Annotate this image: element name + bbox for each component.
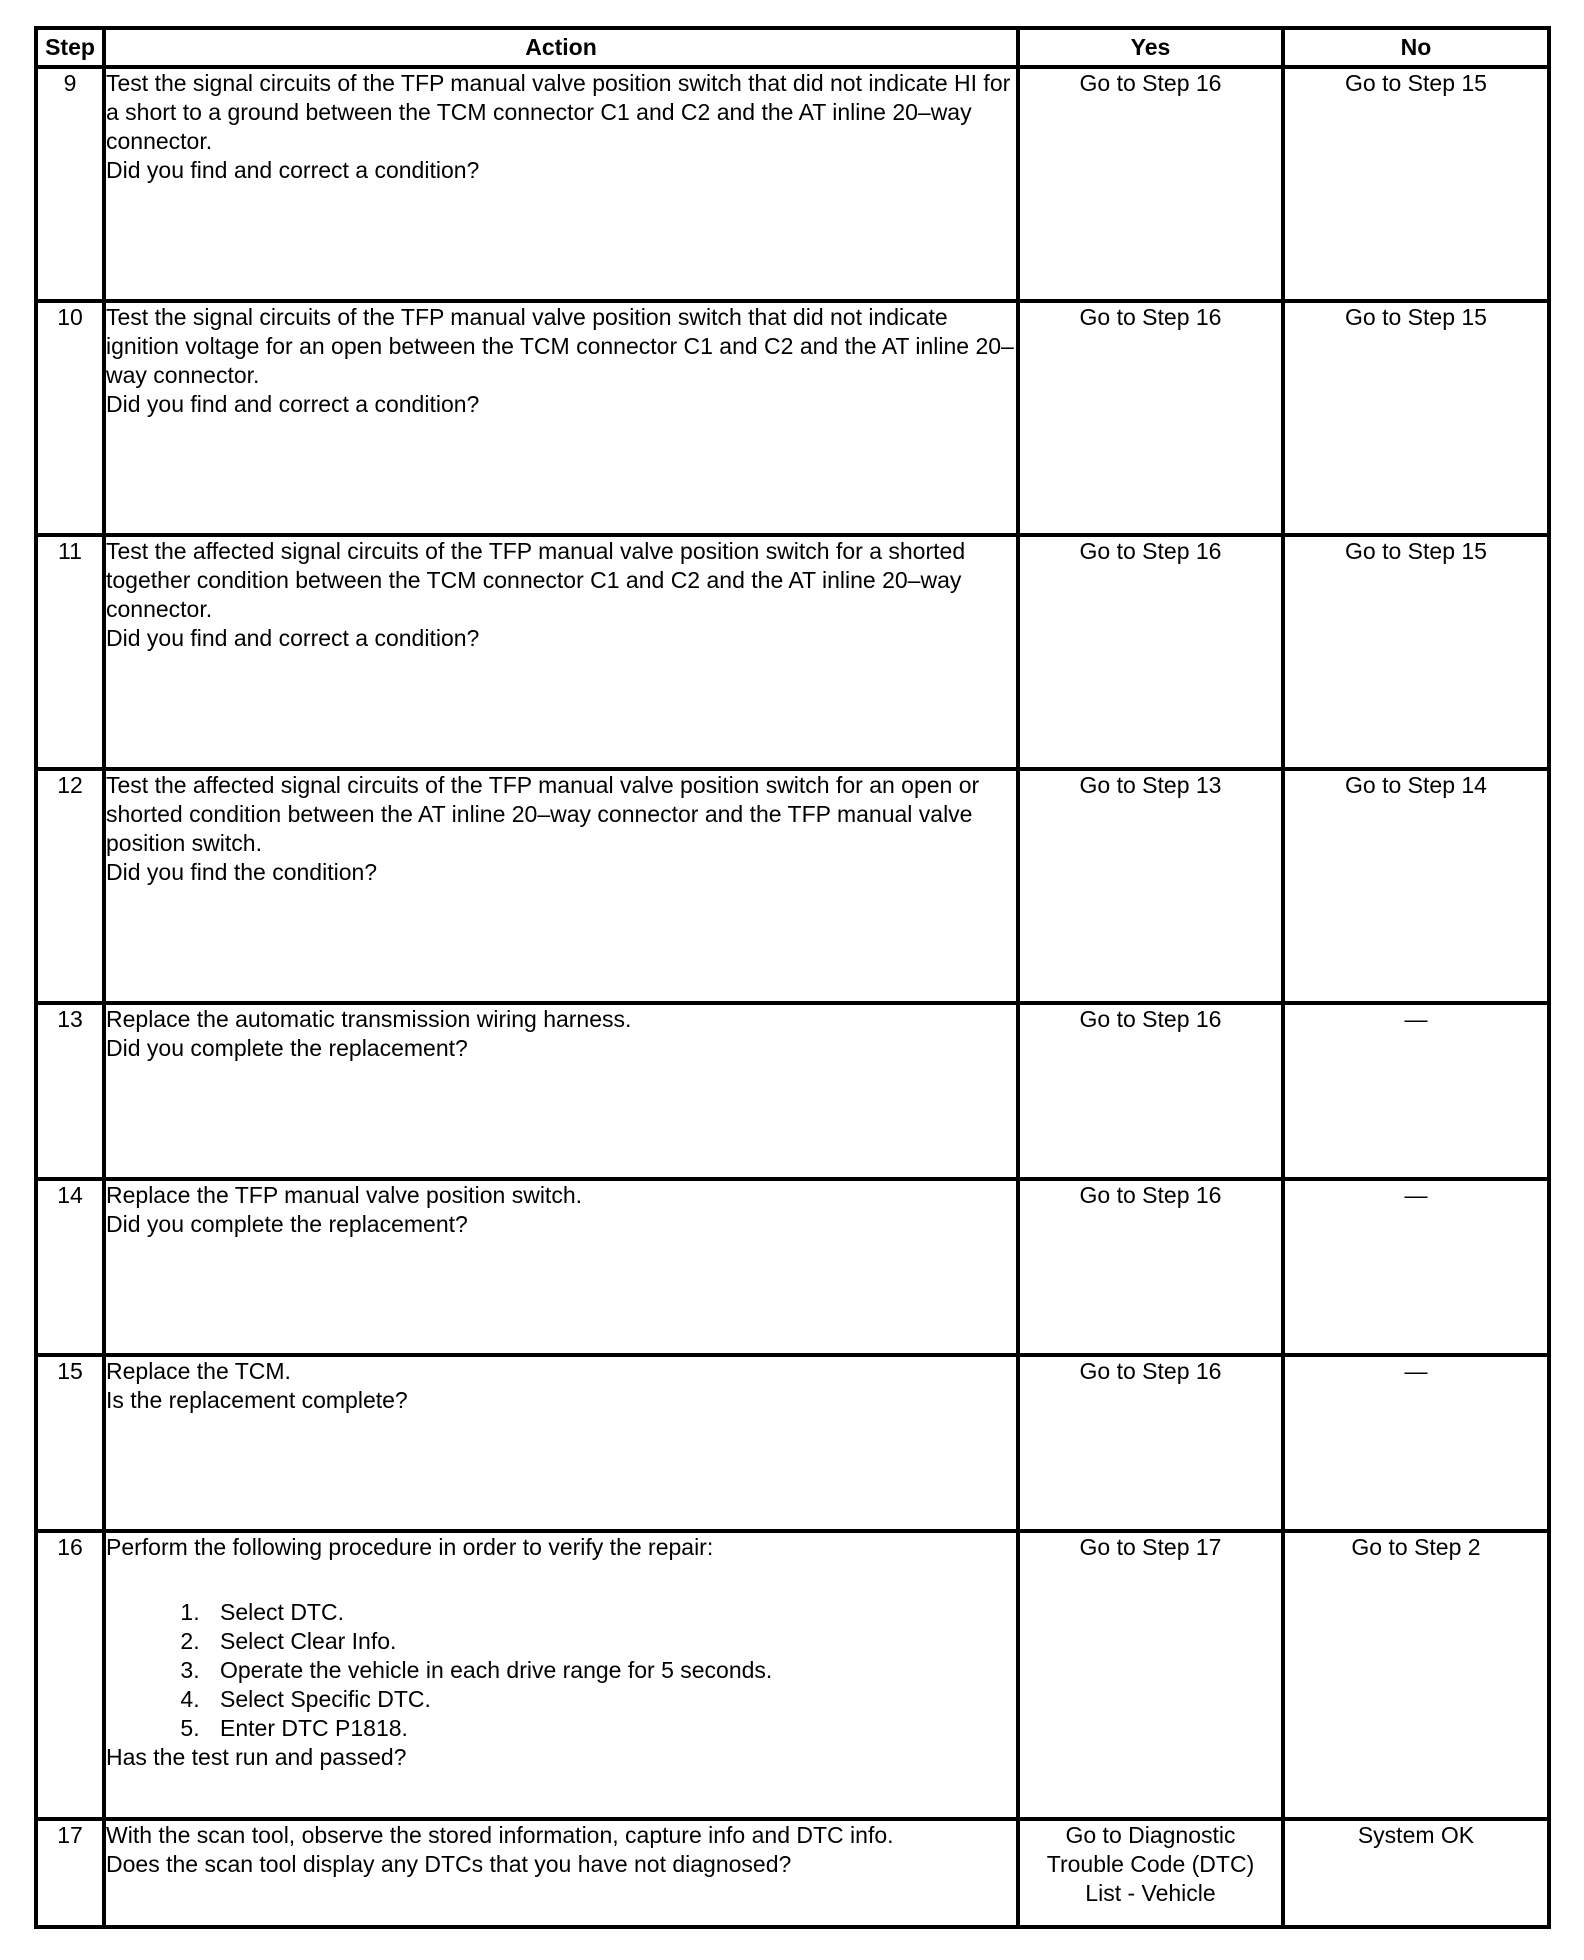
yes-result: Go to Step 17 [1079,1534,1222,1560]
table-header-row [36,28,1549,67]
yes-result: Go to Step 16 [1079,70,1222,96]
action-cell [104,1355,1018,1531]
table-row [36,67,1549,301]
action-question: Did you find and correct a condition? [106,625,480,651]
action-instruction: Test the signal circuits of the TFP manual valve position switch that did not indicate ignition voltage for an open between the TCM connector C1 and C2 and the AT inline 20–way connector. [106,304,1014,388]
yes-cell [1018,1531,1283,1819]
step-number: 17 [36,1819,104,1927]
no-cell [1283,1179,1549,1355]
no-cell [1283,1819,1549,1927]
header-yes: Yes [1018,28,1283,67]
step-number: 11 [36,535,104,769]
action-cell [104,1003,1018,1179]
table-row [36,1355,1549,1531]
action-instruction: Test the signal circuits of the TFP manual valve position switch that did not indicate HI for a short to a ground between the TCM connector C1 and C2 and the AT inline 20–way connector. [106,70,1011,154]
action-question: Does the scan tool display any DTCs that you have not diagnosed? [106,1851,792,1877]
no-cell [1283,769,1549,1003]
table-row [36,1531,1549,1819]
step-number: 12 [36,769,104,1003]
yes-cell [1018,535,1283,769]
table-row [36,301,1549,535]
action-cell [104,769,1018,1003]
yes-cell [1018,1819,1283,1927]
diagnostic-table [34,26,1551,1929]
action-instruction: Replace the TCM. [106,1358,291,1384]
procedure-step: 5. Enter DTC P1818. [206,1714,1016,1743]
procedure-step: 2. Select Clear Info. [206,1627,1016,1656]
no-cell [1283,1355,1549,1531]
no-result: — [1404,1182,1428,1208]
yes-result: Go to Step 16 [1079,1182,1222,1208]
step-number: 14 [36,1179,104,1355]
no-cell [1283,67,1549,301]
step-number: 9 [36,67,104,301]
yes-cell [1018,769,1283,1003]
table-row [36,769,1549,1003]
action-cell [104,301,1018,535]
header-no: No [1283,28,1549,67]
no-cell [1283,301,1549,535]
action-instruction: Test the affected signal circuits of the TFP manual valve position switch for an open or shorted condition between the AT inline 20–way connector and the TFP manual valve position switch. [106,772,980,856]
action-instruction: Replace the TFP manual valve position switch. [106,1182,583,1208]
action-cell [104,535,1018,769]
action-question: Did you find the condition? [106,859,378,885]
action-question: Is the replacement complete? [106,1387,408,1413]
action-question: Did you find and correct a condition? [106,391,480,417]
table-row [36,1819,1549,1927]
yes-result: Go to Step 16 [1079,1358,1222,1384]
action-instruction: Replace the automatic transmission wiring harness. [106,1006,632,1032]
yes-cell [1018,67,1283,301]
yes-result: Go to Diagnostic Trouble Code (DTC) List - Vehicle [1046,1822,1255,1906]
step-number: 15 [36,1355,104,1531]
action-cell [104,1819,1018,1927]
no-result: — [1404,1006,1428,1032]
no-result: Go to Step 14 [1345,772,1487,798]
yes-cell [1018,1179,1283,1355]
no-result: Go to Step 15 [1345,304,1487,330]
step-number: 10 [36,301,104,535]
action-question: Has the test run and passed? [106,1744,407,1770]
step-number: 13 [36,1003,104,1179]
no-result: — [1404,1358,1428,1384]
no-result: Go to Step 2 [1351,1534,1481,1560]
procedure-step: 1. Select DTC. [206,1598,1016,1627]
yes-result: Go to Step 16 [1079,1006,1222,1032]
no-result: System OK [1357,1822,1475,1848]
table-row [36,1003,1549,1179]
action-instruction: With the scan tool, observe the stored information, capture info and DTC info. [106,1822,894,1848]
header-action: Action [104,28,1018,67]
action-question: Did you complete the replacement? [106,1035,468,1061]
no-result: Go to Step 15 [1345,70,1487,96]
yes-cell [1018,1003,1283,1179]
action-instruction: Test the affected signal circuits of the TFP manual valve position switch for a shorted together condition between the TCM connector C1 and C2 and the AT inline 20–way connector. [106,538,966,622]
step-number: 16 [36,1531,104,1819]
yes-cell [1018,1355,1283,1531]
table-row [36,535,1549,769]
no-cell [1283,1003,1549,1179]
no-cell [1283,535,1549,769]
yes-result: Go to Step 16 [1079,538,1222,564]
yes-result: Go to Step 16 [1079,304,1222,330]
action-question: Did you complete the replacement? [106,1211,468,1237]
action-cell [104,67,1018,301]
action-instruction: Perform the following procedure in order to verify the repair: [106,1534,714,1560]
table-row [36,1179,1549,1355]
action-cell [104,1531,1018,1819]
procedure-step: 4. Select Specific DTC. [206,1685,1016,1714]
no-cell [1283,1531,1549,1819]
procedure-list [106,1598,1016,1743]
procedure-step: 3. Operate the vehicle in each drive range for 5 seconds. [206,1656,1016,1685]
yes-result: Go to Step 13 [1079,772,1222,798]
yes-cell [1018,301,1283,535]
header-step: Step [36,28,104,67]
action-question: Did you find and correct a condition? [106,157,480,183]
action-cell [104,1179,1018,1355]
no-result: Go to Step 15 [1345,538,1487,564]
